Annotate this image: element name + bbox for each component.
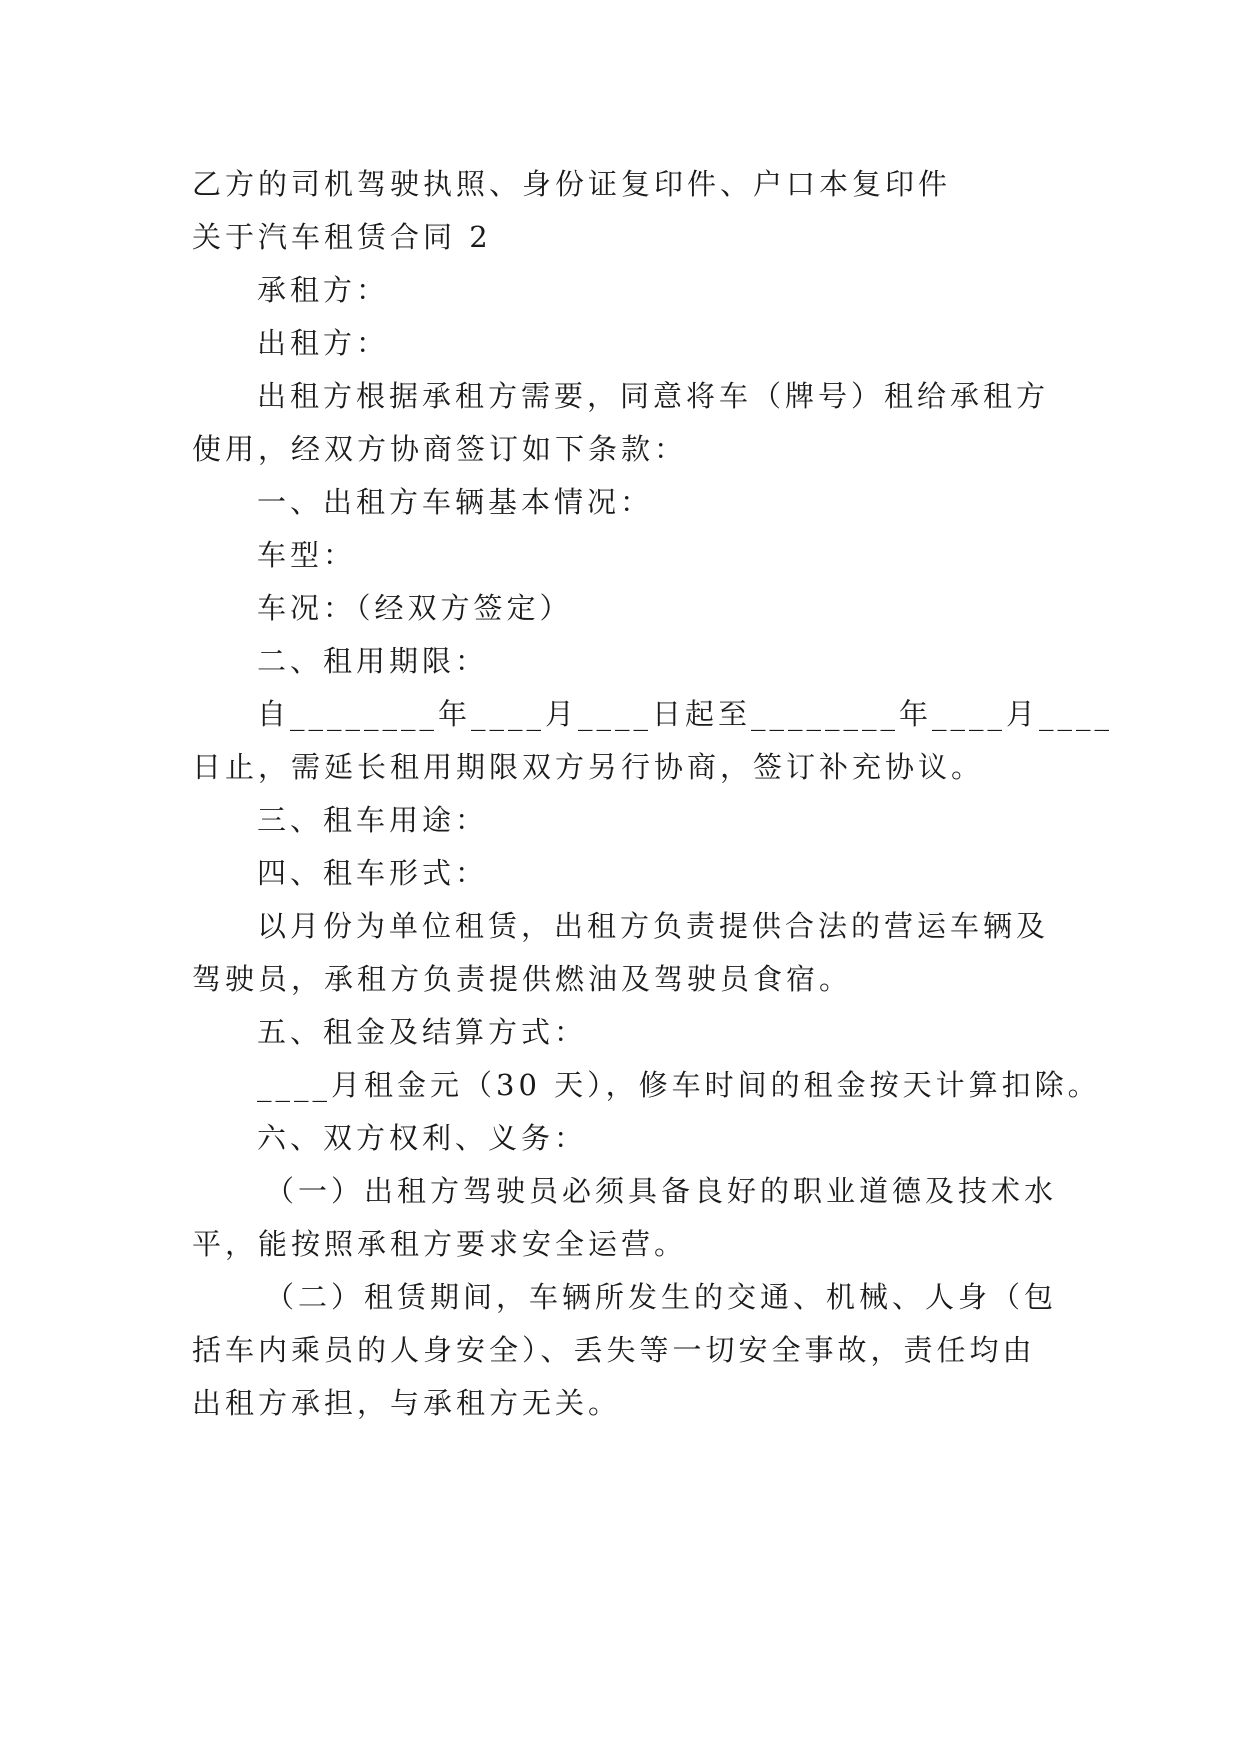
text-line-model: 车型： [257, 538, 357, 572]
text-line-rights-2-cont: 括车内乘员的人身安全）、丢失等一切安全事故，责任均由 [192, 1333, 1036, 1367]
clause-heading-purpose: 三、租车用途： [257, 803, 489, 837]
text-line-form: 以月份为单位租赁，出租方负责提供合法的营运车辆及 [257, 909, 1050, 943]
text-line-rights-1: （一）出租方驾驶员必须具备良好的职业道德及技术水 [265, 1174, 1058, 1208]
text-line-attachment: 乙方的司机驾驶执照、身份证复印件、户口本复印件 [192, 167, 952, 201]
section-title: 关于汽车租赁合同 2 [192, 220, 492, 254]
text-line-condition: 车况：（经双方签定） [257, 591, 573, 625]
text-line-rights-2: （二）租赁期间，车辆所发生的交通、机械、人身（包 [265, 1280, 1058, 1314]
text-line-rent: ____月租金元（30 天），修车时间的租金按天计算扣除。 [257, 1068, 1101, 1102]
text-line-rights-2-end: 出租方承担，与承租方无关。 [192, 1386, 622, 1420]
clause-heading-rent: 五、租金及结算方式： [257, 1015, 588, 1049]
text-line-form-cont: 驾驶员，承租方负责提供燃油及驾驶员食宿。 [192, 962, 853, 996]
clause-heading-form: 四、租车形式： [257, 856, 489, 890]
text-line-intro-cont: 使用，经双方协商签订如下条款： [192, 432, 688, 466]
clause-heading-rights: 六、双方权利、义务： [257, 1121, 588, 1155]
clause-heading-vehicle: 一、出租方车辆基本情况： [257, 485, 654, 519]
text-line-intro: 出租方根据承租方需要，同意将车（牌号）租给承租方 [257, 379, 1050, 413]
text-line-term-cont: 日止，需延长租用期限双方另行协商，签订补充协议。 [192, 750, 985, 784]
text-line-rights-1-cont: 平，能按照承租方要求安全运营。 [192, 1227, 688, 1261]
text-line-lessee: 承租方： [257, 273, 390, 307]
text-line-term-dates: 自________年____月____日起至________年____月____ [257, 697, 1114, 731]
clause-heading-term: 二、租用期限： [257, 644, 489, 678]
text-line-lessor: 出租方： [257, 326, 390, 360]
